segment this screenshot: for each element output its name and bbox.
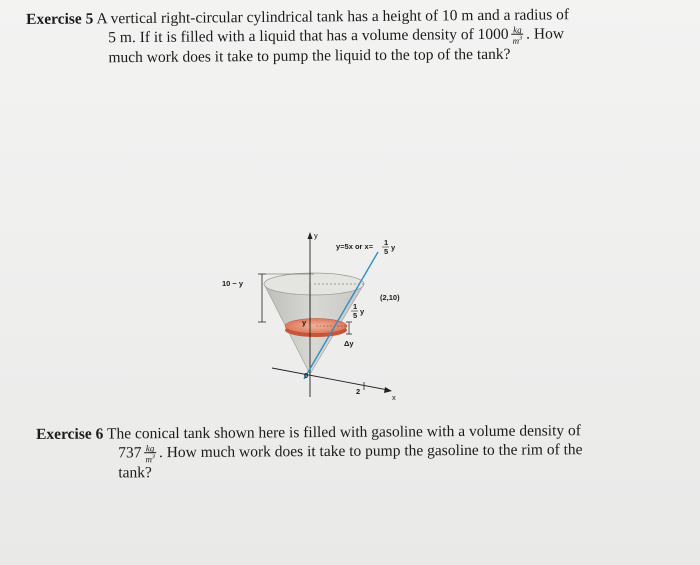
x-axis-label: x [392, 393, 396, 402]
radius-fraction-num: 1 [353, 302, 358, 311]
exercise-6-text-3: tank? [118, 464, 152, 482]
exercise-6-text-1: The conical tank shown here is filled with gasoline with a volume density of [106, 422, 581, 443]
exercise-6-line-3 [36, 460, 636, 483]
origin-label: 0 [304, 371, 309, 380]
exercise-5-density-unit [512, 26, 524, 45]
delta-y-label: Δy [344, 339, 354, 348]
conical-tank-figure [212, 222, 412, 407]
slice-y-label: y [302, 318, 307, 327]
exercise-6-label: Exercise 6 [36, 425, 104, 443]
exercise-6-line-2 [36, 440, 636, 464]
unit-denominator: $m^3$ [145, 454, 155, 465]
delta-y-bracket [346, 322, 352, 334]
exercise-5-line-3 [26, 44, 636, 68]
exercise-6 [36, 421, 636, 483]
unit-numerator: kg [513, 24, 522, 35]
y-axis-label: y [314, 231, 318, 240]
height-label: 10 − y [222, 279, 244, 288]
exercise-5-text-3: much work does it take to pump the liquid to the top of the tank? [108, 45, 511, 67]
height-bracket [258, 274, 266, 322]
unit-denominator: $m^3$ [512, 35, 523, 46]
exercise-5-text-1: A vertical right-circular cylindrical tank has a height of 10 m and a radius of [96, 6, 570, 28]
exercise-5-text-2b: . How [526, 25, 565, 43]
unit-numerator: kg [145, 443, 155, 454]
exercise-5-label: Exercise 5 [26, 10, 94, 28]
exercise-5-text-2a: 5 m. If it is filled with a liquid that has a volume density of 1000 [108, 25, 509, 47]
radius-variable: y [360, 307, 365, 316]
equation-label: y=5x or x= [336, 242, 374, 251]
exercise-6-density-unit [144, 444, 156, 463]
radius-fraction-den: 5 [353, 311, 358, 320]
equation-variable: y [391, 243, 396, 252]
equation-fraction-num: 1 [384, 238, 389, 247]
equation-fraction-den: 5 [384, 247, 389, 256]
x-tick-label: 2 [356, 387, 361, 396]
x-axis [272, 368, 388, 390]
exercise-5 [26, 5, 636, 68]
exercise-6-text-2a: 737 [118, 444, 142, 462]
point-label: (2,10) [380, 293, 400, 302]
exercise-6-text-2b: . How much work does it take to pump the gasoline to the rim of the [158, 441, 583, 462]
y-axis-arrow [308, 232, 313, 239]
x-axis-arrow [384, 387, 392, 393]
